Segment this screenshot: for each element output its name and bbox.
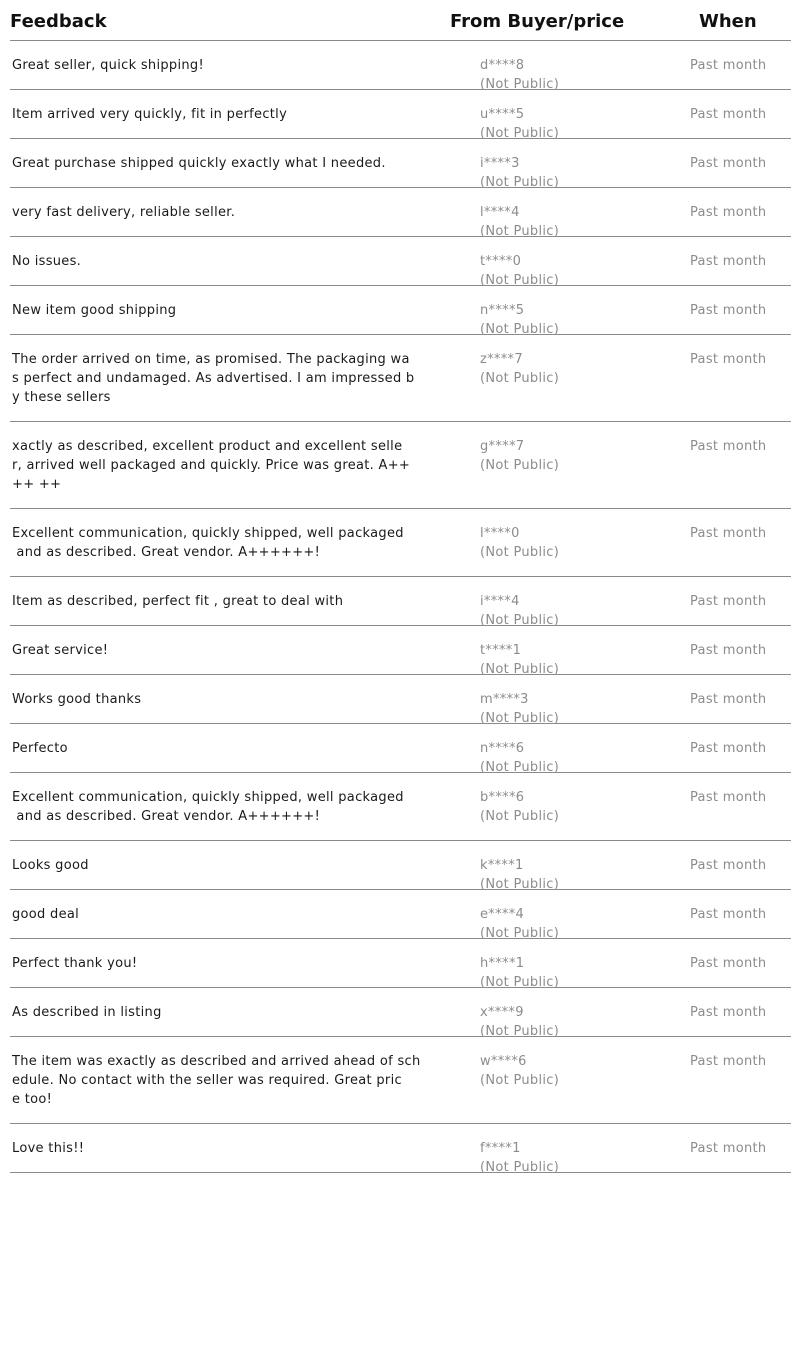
buyer-price: (Not Public) [480,809,560,824]
feedback-when: Past month [690,858,767,873]
buyer-price: (Not Public) [480,613,560,628]
feedback-when: Past month [690,643,767,658]
feedback-text: Perfecto [12,741,68,756]
buyer-cell [480,350,559,388]
table-row [10,139,791,188]
buyer-cell [480,524,559,562]
feedback-when: Past month [690,156,767,171]
buyer-price: (Not Public) [480,126,560,141]
table-row [10,422,791,509]
table-row [10,939,791,988]
buyer-cell [480,1139,559,1177]
buyer-id: m****3 [480,692,529,707]
buyer-cell [480,437,559,475]
buyer-id: l****0 [480,526,520,541]
buyer-price: (Not Public) [480,322,560,337]
feedback-text: very fast delivery, reliable seller. [12,205,236,220]
buyer-id: d****8 [480,58,525,73]
buyer-id: z****7 [480,352,523,367]
feedback-text: good deal [12,907,80,922]
table-row [10,1037,791,1124]
buyer-cell [480,203,559,241]
buyer-cell [480,252,559,290]
buyer-price: (Not Public) [480,458,560,473]
buyer-cell [480,905,559,943]
buyer-cell [480,1003,559,1041]
feedback-text: Item as described, perfect fit , great to deal with [12,594,344,609]
feedback-when: Past month [690,907,767,922]
feedback-when: Past month [690,107,767,122]
buyer-price: (Not Public) [480,175,560,190]
buyer-id: g****7 [480,439,525,454]
buyer-price: (Not Public) [480,1024,560,1039]
buyer-id: t****0 [480,254,522,269]
column-header-from-buyer-price: From Buyer/price [450,11,625,32]
buyer-cell [480,105,559,143]
buyer-cell [480,1052,559,1090]
buyer-id: t****1 [480,643,522,658]
table-row [10,626,791,675]
buyer-price: (Not Public) [480,77,560,92]
table-row [10,841,791,890]
buyer-id: f****1 [480,1141,521,1156]
buyer-price: (Not Public) [480,926,560,941]
table-row [10,335,791,422]
feedback-when: Past month [690,956,767,971]
buyer-cell [480,301,559,339]
buyer-cell [480,641,559,679]
feedback-text: Works good thanks [12,692,142,707]
feedback-when: Past month [690,526,767,541]
table-header [10,0,791,41]
feedback-when: Past month [690,439,767,454]
table-row [10,675,791,724]
buyer-cell [480,856,559,894]
buyer-cell [480,154,559,192]
table-row [10,724,791,773]
feedback-text: Great service! [12,643,109,658]
feedback-text: Perfect thank you! [12,956,138,971]
feedback-text: Looks good [12,858,89,873]
buyer-id: l****4 [480,205,520,220]
buyer-cell [480,954,559,992]
table-row [10,286,791,335]
buyer-id: u****5 [480,107,525,122]
buyer-price: (Not Public) [480,273,560,288]
buyer-price: (Not Public) [480,371,560,386]
buyer-price: (Not Public) [480,662,560,677]
buyer-cell [480,739,559,777]
feedback-when: Past month [690,1005,767,1020]
feedback-text: Excellent communication, quickly shipped, well packaged and as described. Great vendor. A++++++! [12,526,404,560]
table-row [10,509,791,577]
table-row [10,237,791,286]
buyer-price: (Not Public) [480,877,560,892]
buyer-id: k****1 [480,858,524,873]
feedback-when: Past month [690,692,767,707]
feedback-text: No issues. [12,254,82,269]
feedback-when: Past month [690,303,767,318]
buyer-id: b****6 [480,790,525,805]
feedback-when: Past month [690,790,767,805]
table-row [10,1124,791,1173]
feedback-text: Excellent communication, quickly shipped, well packaged and as described. Great vendor. A++++++! [12,790,404,824]
buyer-id: e****4 [480,907,525,922]
buyer-cell [480,690,559,728]
table-row [10,773,791,841]
feedback-text: Item arrived very quickly, fit in perfectly [12,107,288,122]
buyer-id: h****1 [480,956,525,971]
feedback-when: Past month [690,58,767,73]
table-row [10,188,791,237]
feedback-text: Great purchase shipped quickly exactly what I needed. [12,156,386,171]
feedback-when: Past month [690,1141,767,1156]
feedback-when: Past month [690,594,767,609]
buyer-price: (Not Public) [480,224,560,239]
feedback-text: Great seller, quick shipping! [12,58,204,73]
buyer-price: (Not Public) [480,1160,560,1175]
feedback-text: Love this!! [12,1141,85,1156]
buyer-price: (Not Public) [480,760,560,775]
buyer-cell [480,592,559,630]
feedback-when: Past month [690,741,767,756]
feedback-text: The item was exactly as described and arrived ahead of sch edule. No contact with the seller was required. Great pric e too! [12,1054,421,1107]
table-row [10,890,791,939]
buyer-cell [480,56,559,94]
buyer-price: (Not Public) [480,545,560,560]
feedback-table [10,0,791,1173]
buyer-id: w****6 [480,1054,527,1069]
feedback-text: New item good shipping [12,303,177,318]
column-header-feedback: Feedback [10,11,107,32]
feedback-text: xactly as described, excellent product and excellent selle r, arrived well packaged and quickly. Price was great. A++ ++ ++ [12,439,411,492]
buyer-cell [480,788,559,826]
buyer-price: (Not Public) [480,1073,560,1088]
table-row [10,988,791,1037]
feedback-text: As described in listing [12,1005,162,1020]
table-row [10,41,791,90]
buyer-price: (Not Public) [480,975,560,990]
table-row [10,90,791,139]
table-row [10,577,791,626]
feedback-when: Past month [690,352,767,367]
buyer-id: n****5 [480,303,525,318]
feedback-when: Past month [690,205,767,220]
feedback-text: The order arrived on time, as promised. The packaging wa s perfect and undamaged. As advertised. I am impressed b y these sellers [12,352,415,405]
column-header-when: When [699,11,757,32]
feedback-when: Past month [690,254,767,269]
feedback-when: Past month [690,1054,767,1069]
buyer-id: i****4 [480,594,520,609]
buyer-id: i****3 [480,156,520,171]
buyer-price: (Not Public) [480,711,560,726]
buyer-id: x****9 [480,1005,524,1020]
buyer-id: n****6 [480,741,525,756]
